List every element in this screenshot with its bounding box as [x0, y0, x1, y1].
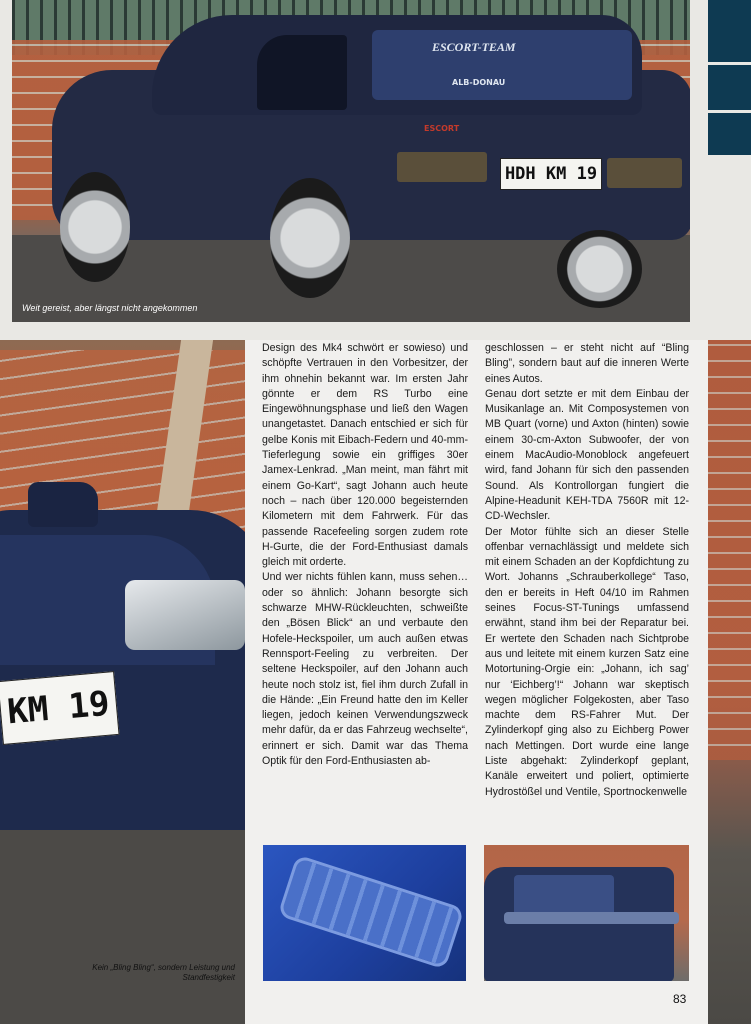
rear-left-wheel [270, 178, 350, 298]
tab-divider [708, 62, 751, 65]
rear-right-wheel [557, 230, 642, 308]
license-plate: KM 19 [0, 671, 120, 745]
taillight-right [607, 158, 682, 188]
side-window [257, 35, 347, 110]
article-column-1 [262, 341, 468, 769]
paragraph: Der Motor fühlte sich an dieser Stelle offenbar vernachlässigt und meldete sich mit einem Schaden an der Kopfdichtung zu Wort. Johanns „Schrauberkollege“ Taso, den er bereits in Heft 04/10 im Rahmen seines Focus-ST-Tunings umfassend erwähnt, stand ihm bei der Reparatur bei. Er wertete den Schaden nach Sichtprobe aus und leitete mit einem kurzen Satz eine Motortuning-Orgie ein: „Johann, ich sag’ nur ‘Eichberg’!“ Johann war skeptisch wegen möglicher Folgekosten, aber Taso machte dem RS-Fahrer Mut. Der Zylinderkopf ging also zu Eichberg Power nach Mettingen. Dort wurde eine lange Liste abgehakt: Zylinderkopf geplant, Kanäle erweitert und poliert, optimierte Hydrostößel und Ventile, Sportnockenwelle [485, 525, 689, 798]
escort-badge: ESCORT [424, 124, 460, 133]
road [0, 820, 245, 1024]
article-column-2 [485, 341, 689, 800]
rear-spoiler [504, 912, 679, 924]
hood-vent [277, 854, 464, 969]
paragraph: Genau dort setzte er mit dem Einbau der Musikanlage an. Mit Composystemen von MB Quart (vorne) und Axton (hinten) sowie einem 30-cm-Axton Subwoofer, der von einem MacAudio-Monoblock angefeuert wird, fand Johann für sich den passenden Sound. Als Kontrollorgan fungiert die Alpine-Headunit KEH-TDA 7560R mit 12-CD-Wechsler. [485, 387, 689, 523]
front-wheel [60, 172, 130, 282]
brick-wall [708, 340, 751, 760]
paragraph: Design des Mk4 schwört er sowieso) und schöpfte Vertrauen in den Vorbesitzer, der ihm ohnehin bekannt war. Im ersten Jahr gönnte er dem RS Turbo eine Eingewöhnungsphase und ließ den Wagen unangetastet. Danach entschied er sich für gelbe Konis mit Eibach-Federn und 40-mm-Tieferlegung sowie ein griffiges 30er Jamex-Lenkrad. „Man meint, man fährt mit einem Go-Kart“, sagt Johann auch heute noch – nach über 120.000 begeisternden Kilometern mit dem Fahrwerk. Für das passende Racefeeling sorgen zudem rote H-Gurte, die der Ford-Enthusiast damals gleich mit orderte. [262, 342, 468, 569]
rear-spoiler-photo [484, 845, 689, 981]
paragraph: geschlossen – er steht nicht auf “Bling Bling”, sondern baut auf die inneren Werte eines Autos. [485, 342, 689, 385]
license-plate: HDH KM 19 [500, 158, 602, 190]
rear-window-subtext: ALB-DONAU [452, 78, 506, 87]
top-photo-caption: Weit gereist, aber längst nicht angekommen [22, 303, 198, 313]
rear-window-text: ESCORT-TEAM [432, 40, 516, 54]
left-photo-caption: Kein „Bling Bling“, sondern Leistung und Standfestigkeit [92, 963, 235, 982]
top-photo-car-rear [12, 0, 690, 322]
taillight-left [397, 152, 487, 182]
page-number: 83 [673, 992, 687, 1006]
right-strip-photo [708, 340, 751, 1024]
section-tab-marker [708, 0, 751, 155]
paragraph: Und wer nichts fühlen kann, muss sehen…oder so ähnlich: Johann besorgte sich schwarze MHW-Rückleuchten, schweißte den „Bösen Blick“ an und verbaute den Hofele-Heckspoiler, um auch außen etwas Rennsport-Feeling zu verbreiten. Der seltene Heckspoiler, auf den Johann auch heute noch stolz ist, fiel ihm durch Zufall in die Hände: „Ein Freund hatte den im Keller liegen, jedoch keinen Verwendungszweck mehr dafür, da er das Fahrzeug wechselte“, erinnert er sich. Damit war das Thema Optik für den Ford-Enthusiasten ab- [262, 571, 468, 768]
tab-divider [708, 110, 751, 113]
hood-vent-photo [263, 845, 466, 981]
side-mirror [28, 482, 98, 527]
left-photo-car-front [0, 340, 245, 1024]
headlight [125, 580, 245, 650]
